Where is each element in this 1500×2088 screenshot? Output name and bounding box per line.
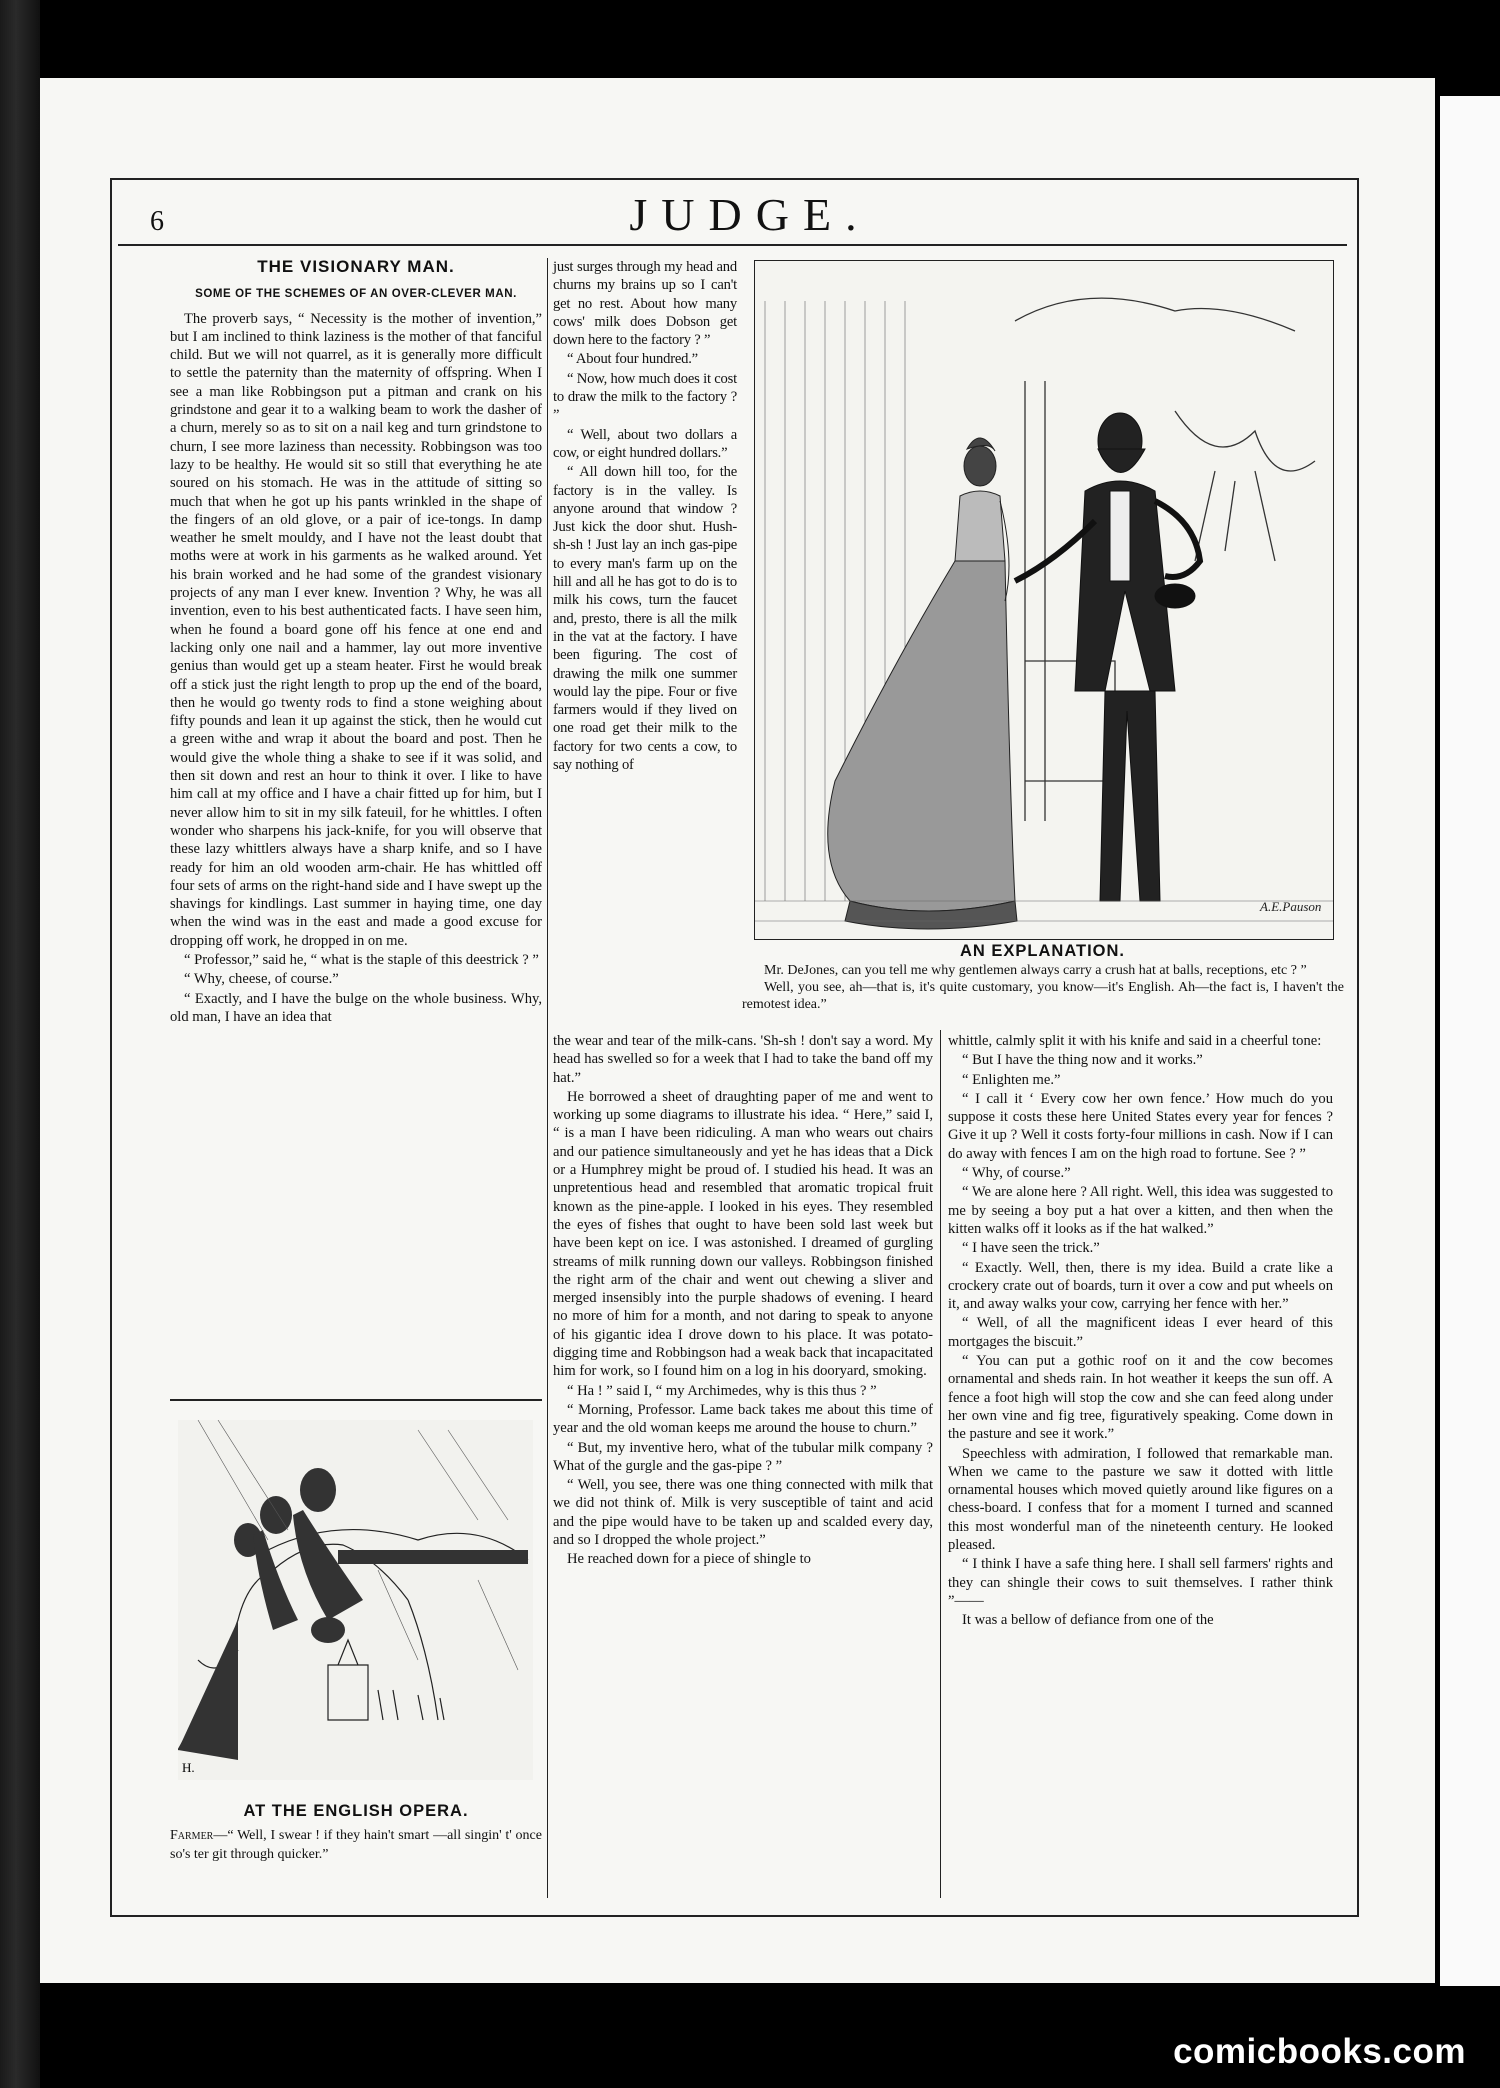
site-watermark: comicbooks.com bbox=[1173, 2032, 1466, 2071]
page-number: 6 bbox=[150, 206, 164, 237]
paragraph: “ Well, about two dollars a cow, or eight hundred dollars.” bbox=[553, 426, 737, 461]
explanation-caption-title: AN EXPLANATION. bbox=[959, 942, 1126, 960]
paragraph: “ Enlighten me.” bbox=[962, 1071, 1061, 1088]
opera-caption-title: AT THE ENGLISH OPERA. bbox=[243, 1802, 469, 1820]
article-column-1 bbox=[170, 258, 542, 1026]
article-subtitle: SOME OF THE SCHEMES OF AN OVER-CLEVER MAN. bbox=[195, 288, 517, 301]
paragraph: “ About four hundred.” bbox=[567, 351, 698, 368]
paragraph: “ I think I have a safe thing here. I shall sell farmers' rights and they can shingle their cows to suit themselves. I rather think ”—— bbox=[948, 1556, 1333, 1609]
caption-line: Mr. DeJones, can you tell me why gentlemen always carry a crush hat at balls, receptions, etc ? ” bbox=[764, 963, 1307, 978]
paragraph: It was a bellow of defiance from one of the bbox=[962, 1612, 1214, 1629]
paragraph: “ Morning, Professor. Lame back takes me about this time of year and the old woman keeps me around the house to churn.” bbox=[553, 1401, 933, 1437]
article-column-3 bbox=[948, 1032, 1333, 1630]
paragraph: Speechless with admiration, I followed that remarkable man. When we came to the pasture we saw it dotted with little ornamental houses which moved quietly around like figures on a chess-board. I confess that for a moment I turned and scanned this most wonderful man of the nineteenth century. He looked pleased. bbox=[948, 1445, 1333, 1554]
paragraph: just surges through my head and churns my brains up so I can't get no rest. About how many cows' milk does Dobson get down here to the factory ? ” bbox=[553, 259, 737, 349]
explanation-caption bbox=[742, 962, 1344, 1013]
article-column-2 bbox=[553, 258, 737, 774]
paragraph: “ Professor,” said he, “ what is the staple of this deestrick ? ” bbox=[184, 951, 539, 968]
paragraph: “ But, my inventive hero, what of the tubular milk company ? What of the gurgle and the gas-pipe ? ” bbox=[553, 1439, 933, 1474]
paragraph: He borrowed a sheet of draughting paper of me and went to working up some diagrams to illustrate his idea. “ Here,” said I, “ is a man I have been ridiculing. A man who wears out chairs and our patience simultaneously and yet he has ideas that a Dick or a Humphrey might be proud of. I studied his head. It was an unpretentious head and resembled that aromatic tropical fruit known as the pine-apple. I looked in his eyes. They resembled the eyes of fishes that ought to have been sold last week but have been kept on ice. I was astonished. I dreamed of gurgling streams of milk running down our valleys. Robbingson finished the right arm of the chair and went out chewing a sliver and merged insensibly into the purple shadows of evening. I heard no more of him for a month, and not daring to speak to anyone of his gigantic idea I drove down to his place. It was potato-digging time and Robbingson had a weak back that incapacitated him for work, so I found him on a log in his dooryard, smoking. bbox=[553, 1088, 933, 1380]
paragraph: “ Well, you see, there was one thing connected with milk that we did not think of. Milk is very susceptible of taint and acid and the pipe would have to be taken up and scalded every day, and so I dropped the whole project.” bbox=[553, 1477, 933, 1549]
paragraph: The proverb says, “ Necessity is the mother of invention,” but I am inclined to think laziness is the mother of that fanciful child. But we will not quarrel, as it is generally more difficult to settle the paternity than the maternity of offspring. When I see a man like Robbingson put a pitman and crank on his grindstone and gear it to a walking beam to work the dasher of a churn, merely so as to sit on a nail keg and turn grindstone to churn, I see more laziness than necessity. Robbingson was too lazy to be healthy. He would sit so still that everything he ate soured on his stomach. He was in the attitude of sitting so much that when he got up his pants wrinkled in the shape of the fingers of an old glove, or a pair of ice-tongs. In damp weather he smelt mouldy, and I have not the least doubt that moths were at work in his garments as he walked around. Yet his brain worked and he had some of the grandest visionary projects of any man I ever knew. Invention ? Why, he was all invention, even to his best authenticated facts. I have seen him, when he found a board gone off his fence at one end and lacking only one nail and a hammer, lay out more inventive genius than would get up a steam heater. First he would break off a stick just the right length to prop up the end of the board, then he would go twenty rods to find a stone weighing about fifty pounds and lean it up against the stick, then he would cut a green withe and wrap it about the board and post. Then he would give the whole thing a shake to see if it was solid, and then sit down and rest an hour to think it over. I like to have him call at my office and I have a chair fitted up for him, but I never allow him to sit in my silk fateuil, for he whittles. I often wonder who sharpens his jack-knife, for you will observe that these lazy whittlers always have a sharp knife, and so I have ready for him an old wooden arm-chair. He has whittled off four sets of arms on the right-hand side and I have swept up the shavings for kindlings. Last summer in haying time, one day when the wind was in the east and made a good excuse for dropping off work, he dropped in on me. bbox=[170, 310, 542, 949]
article-title: THE VISIONARY MAN. bbox=[257, 257, 455, 276]
column-rule-1 bbox=[547, 258, 548, 1898]
paragraph: whittle, calmly split it with his knife and said in a cheerful tone: bbox=[948, 1033, 1322, 1049]
paragraph: “ But I have the thing now and it works.” bbox=[962, 1052, 1203, 1069]
opera-quote: —“ Well, I swear ! if they hain't smart —all singin' t' once so's ter git through quicker.” bbox=[170, 1828, 542, 1862]
next-page-edge bbox=[1440, 96, 1500, 1986]
paragraph: “ Ha ! ” said I, “ my Archimedes, why is this thus ? ” bbox=[567, 1382, 877, 1399]
paragraph: “ Exactly. Well, then, there is my idea. Build a crate like a crockery crate out of boards, turn it over a cow and put wheels on it, and away walks your cow, carrying her fence with her.” bbox=[948, 1259, 1333, 1313]
paragraph: “ We are alone here ? All right. Well, this idea was suggested to me by seeing a boy put a hat over a kitten, and then when the kitten walks off it looks as if the hat walked.” bbox=[948, 1184, 1333, 1237]
paragraph: “ Exactly, and I have the bulge on the whole business. Why, old man, I have an idea that bbox=[170, 990, 542, 1025]
opera-caption bbox=[170, 1826, 542, 1864]
paragraph: “ All down hill too, for the factory is in the valley. Is anyone around that window ? Just kick the door shut. Hush-sh-sh ! Just lay an inch gas-pipe to every man's farm up on the hill and all he has got to do is to milk his cows, turn the faucet and, presto, there is all the milk in the vat at the factory. I have been figuring. The cost of drawing the milk one summer would lay the pipe. Four or five farmers would if they lived on one road get their milk to the factory for two cents a cow, to say nothing of bbox=[553, 464, 737, 774]
column-rule-2 bbox=[940, 1030, 941, 1898]
paragraph: “ I call it ‘ Every cow her own fence.’ How much do you suppose it costs these here United States every year for fences ? Give it up ? Well it costs forty-four millions in cash. Now if I can do away with fences I am on the high road to fortune. See ? ” bbox=[948, 1090, 1333, 1162]
caption-line: Well, you see, ah—that is, it's quite customary, you know—it's English. Ah—the fact is, I haven't the remotest idea.” bbox=[742, 980, 1344, 1012]
masthead-title: JUDGE. bbox=[629, 189, 871, 240]
explanation-illustration bbox=[754, 260, 1334, 940]
explanation-drawing bbox=[755, 261, 1333, 939]
paragraph: “ Now, how much does it cost to draw the milk to the factory ? ” bbox=[553, 370, 737, 424]
opera-monogram: H. bbox=[182, 1760, 195, 1775]
paragraph: “ Why, of course.” bbox=[962, 1165, 1071, 1182]
opera-illustration bbox=[178, 1420, 533, 1780]
paragraph: “ Why, cheese, of course.” bbox=[184, 971, 339, 988]
opera-speaker: Farmer bbox=[170, 1828, 214, 1843]
artist-signature: A.E.Pauson bbox=[1260, 899, 1322, 914]
paragraph: “ Well, of all the magnificent ideas I ever heard of this mortgages the biscuit.” bbox=[948, 1315, 1333, 1350]
opera-drawing bbox=[178, 1420, 533, 1780]
masthead-rule bbox=[118, 244, 1347, 246]
scan-edge bbox=[0, 0, 40, 2088]
paragraph: “ I have seen the trick.” bbox=[962, 1240, 1100, 1257]
paragraph: the wear and tear of the milk-cans. 'Sh-sh ! don't say a word. My head has swelled so for a week that I had to take the band off my hat.” bbox=[553, 1033, 933, 1086]
article-column-2-continued bbox=[553, 1032, 933, 1569]
paragraph: He reached down for a piece of shingle to bbox=[567, 1551, 811, 1568]
column-1-bottom-rule bbox=[170, 1399, 542, 1401]
paragraph: “ You can put a gothic roof on it and the cow becomes ornamental and sheds rain. In hot weather it keeps the sun off. A fence a foot high will stop the cow and she can feed along under her own vine and fig tree, figuratively speaking. Come down in the pasture and see it work.” bbox=[948, 1353, 1333, 1443]
